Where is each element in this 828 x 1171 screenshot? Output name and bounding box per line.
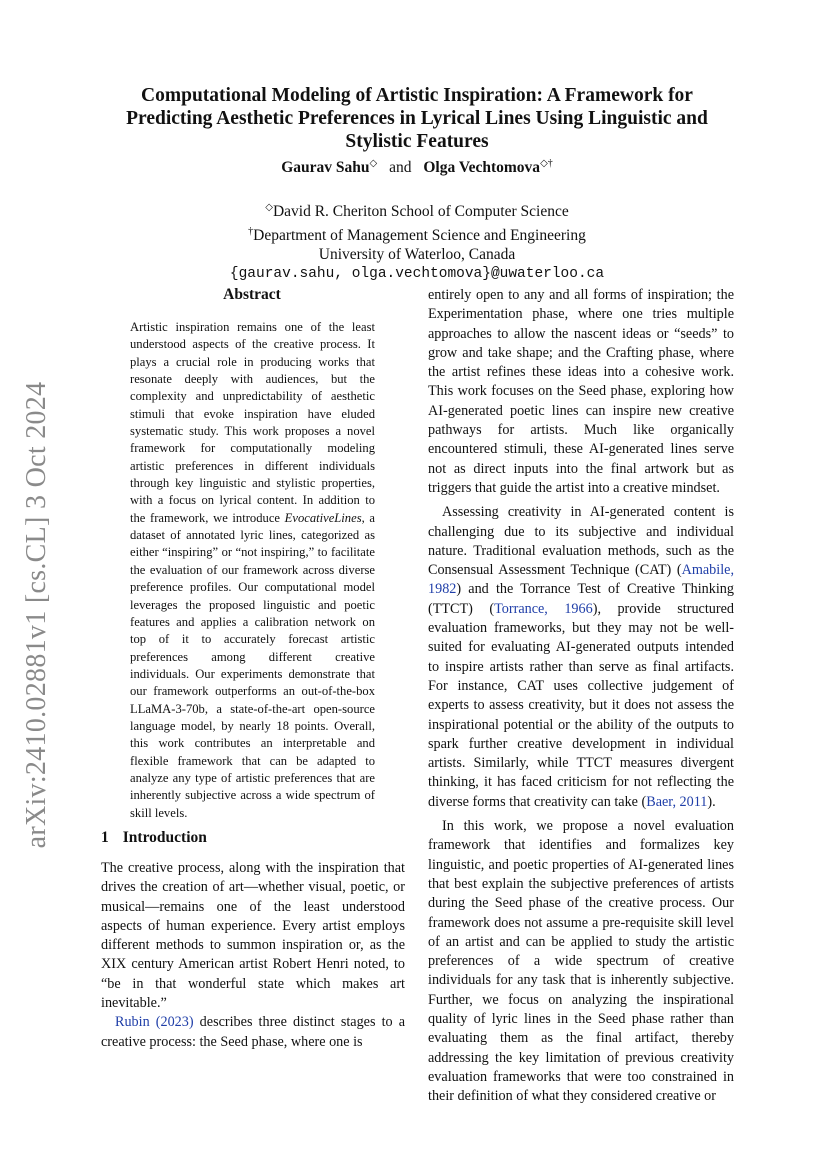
section-number: 1: [101, 829, 109, 846]
author-mark: ◇†: [540, 158, 553, 169]
dataset-name: EvocativeLines: [284, 510, 362, 525]
paper-title: Computational Modeling of Artistic Inspiration: A Framework for Predicting Aesthetic Preferences in Lyrical Lines Using Linguistic and Stylistic Features: [126, 85, 708, 152]
affiliations: [100, 198, 734, 284]
citation-link[interactable]: Torrance, 1966: [494, 600, 593, 617]
citation-link[interactable]: Rubin (2023): [115, 1014, 194, 1031]
paragraph-text: describes three distinct stages to a creative process: the Seed phase, where one is: [101, 1014, 405, 1050]
section-heading-introduction: [101, 829, 207, 847]
author-list: [100, 158, 734, 177]
abstract-text: Artistic inspiration remains one of the least understood aspects of the creative process. It plays a crucial role in producing works that resonate deeply with audiences, but the complexity and unpredictability of aesthetic stimuli that evoke inspiration have eluded systematic study. This work proposes a novel framework for computationally modeling artistic preferences in different individuals through key linguistic and stylistic properties, with a focus on lyrical content. In addition to the framework, we introduce: [130, 320, 375, 525]
paragraph-text: ), provide structured evaluation frameworks, but they may not be well-suited for evaluating AI-generated outputs intended to inspire artists rather than serve as final artifacts. For instance, CAT uses collective judgement of experts to assess creativity, but it does not assess the inspirational potential or the ability of the outputs to spark further creative development in individual artists. Similarly, while TTCT measures divergent thinking, it has faced criticism for not reflecting the diverse forms that creativity can take (: [428, 600, 735, 810]
affiliation-text: David R. Cheriton School of Computer Science: [272, 203, 569, 221]
abstract-heading: Abstract: [223, 286, 281, 303]
abstract-body: [130, 319, 375, 822]
arxiv-sidebar: [14, 380, 60, 850]
author-name: Olga Vechtomova: [423, 159, 541, 177]
affiliation-text: Department of Management Science and Engineering: [253, 226, 586, 244]
section-title: Introduction: [122, 829, 207, 846]
affiliation-mark: ◇: [265, 202, 273, 213]
affiliation-line: [100, 198, 734, 222]
intro-paragraph: In this work, we propose a novel evaluation framework that identifies and formalizes key linguistic, and poetic properties of AI-generated lines that best explain the subjective preferences of artists during the Seed phase of the creative process. Our framework does not assume a pre-requisite skill level of an artist and can be applied to study the artistic preferences of a wide spectrum of creative individuals for any task that is inherently subjective. Further, we focus on analyzing the inspirational quality of lyric lines in the Seed phase rather than evaluating them as the final artifact, thereby addressing the key limitation of previous creativity evaluation frameworks that were too constrained in their definition of what they considered creative or: [428, 818, 734, 1105]
intro-paragraph: The creative process, along with the inspiration that drives the creation of art—whether visual, poetic, or musical—remains one of the least understood aspects of human experience. Every artist employs different methods to summon inspiration or, as the XIX century American artist Robert Henri noted, to “be in that wonderful state which makes art inevitable.”: [101, 860, 405, 1012]
author-separator: and: [389, 159, 412, 177]
citation-link[interactable]: Baer, 2011: [646, 793, 708, 810]
paragraph-text: ).: [707, 793, 716, 810]
abstract-text: , a dataset of annotated lyric lines, categorized as either “inspiring” or “not inspiring,” to facilitate the evaluation of our framework across diverse preference profiles. Our computational model leverages the proposed linguistic and poetic features and applies a calibration network on top of it to accurately forecast artistic preferences among different creative individuals. Our experiments demonstrate that our framework outperforms an out-of-the-box LLaMA-3-70b, a state-of-the-art open-source language model, by nearly 18 points. Overall, this work contributes an interpretable and flexible framework that can be adapted to analyze any type of artistic preferences that are inherently subjective across a wide spectrum of skill levels.: [130, 510, 375, 820]
affiliation-mark: †: [248, 225, 254, 237]
left-column-text: [101, 859, 405, 1052]
paragraph-text: ) and the Torrance Test of Creative Thinking (TTCT) (: [428, 581, 734, 617]
affiliation-line: [100, 245, 734, 265]
author-mark: ◇: [369, 158, 378, 169]
affiliation-text: University of Waterloo, Canada: [318, 246, 516, 264]
intro-paragraph: [428, 503, 734, 812]
affiliation-line: [100, 222, 734, 246]
intro-paragraph-continued: entirely open to any and all forms of inspiration; the Experimentation phase, where one tries multiple approaches to allow the nascent ideas or “seeds” to grow and take shape; and the Crafting phase, where the artist refines these ideas into a cohesive work. This work focuses on the Seed phase, exploring how AI-generated poetic lines can inspire new creative pathways for artists. Much like organically encountered stimuli, these AI-generated lines serve not as direct inputs into the final artwork but as triggers that guide the artist into a creative mindset.: [428, 287, 734, 496]
citation-link[interactable]: Amabile, 1982: [428, 562, 734, 598]
right-column-text: [428, 286, 734, 1106]
intro-paragraph: [101, 1013, 405, 1052]
author-emails: {gaurav.sahu, olga.vechtomova}@uwaterloo.ca: [229, 265, 605, 282]
paragraph-text: Assessing creativity in AI-generated content is challenging due to its subjective and individual nature. Traditional evaluation methods, such as the Consensual Assessment Technique (CAT) (: [428, 504, 734, 579]
arxiv-identifier: arXiv:2410.02881v1 [cs.CL] 3 Oct 2024: [21, 381, 52, 849]
author-name: Gaurav Sahu: [281, 159, 370, 177]
